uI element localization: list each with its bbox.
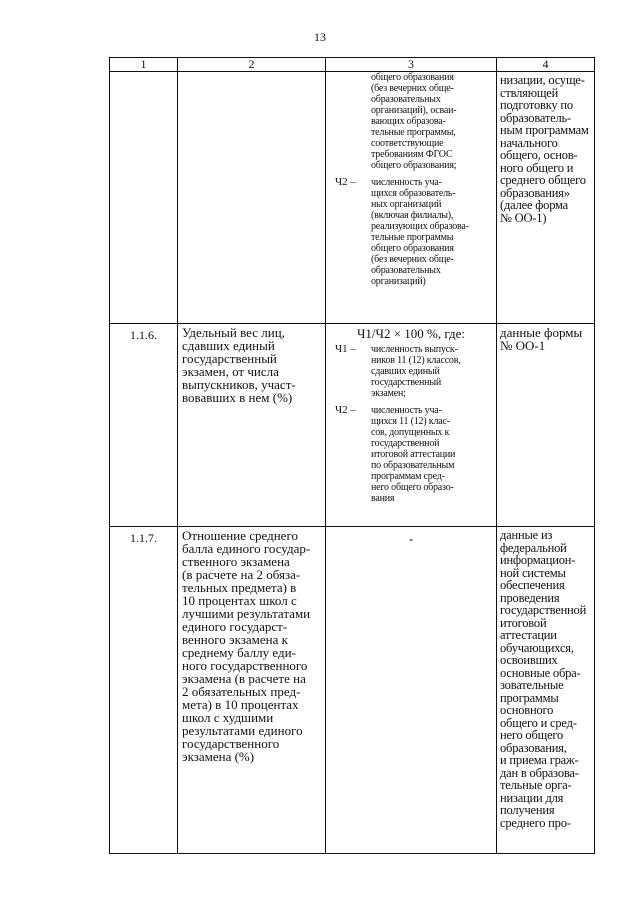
text-line: экзамен, от числа bbox=[182, 364, 279, 379]
text-line: государственной bbox=[500, 603, 587, 617]
text-line: образовательных bbox=[371, 94, 441, 105]
text-line: сдавших единый bbox=[182, 338, 275, 353]
text-line: мета) в 10 процентах bbox=[182, 697, 299, 712]
text-line: тельные программы, bbox=[371, 127, 456, 138]
text-line: численность уча- bbox=[371, 405, 442, 416]
text-line: по образовательным bbox=[371, 460, 455, 471]
text-line: низации для bbox=[500, 790, 564, 805]
row-number-cell bbox=[110, 72, 178, 324]
text-line: 2 обязательных пред- bbox=[182, 684, 301, 699]
text-line: федеральной bbox=[500, 540, 567, 555]
text-line: государственный bbox=[182, 351, 277, 366]
text-line: дан в образова- bbox=[500, 765, 579, 780]
text-line: образователь- bbox=[500, 110, 571, 125]
text-line: щихся 11 (12) клас- bbox=[371, 416, 450, 427]
page-number: 13 bbox=[314, 30, 326, 44]
text-line: общего образования; bbox=[371, 160, 457, 171]
text-line: щихся образователь- bbox=[371, 188, 456, 199]
text-line: освоивших bbox=[500, 653, 558, 667]
header-cell-3: 3 bbox=[326, 58, 497, 72]
text-line: вовавших в нем (%) bbox=[182, 390, 293, 405]
text-line: среднего общего bbox=[500, 173, 586, 187]
indicator-name bbox=[178, 324, 326, 527]
text-line: государственного bbox=[182, 736, 280, 751]
text-line: Отношение среднего bbox=[182, 528, 298, 543]
text-line: экзамен; bbox=[371, 388, 406, 399]
text-line: результатами единого bbox=[182, 723, 303, 738]
text-line: аттестации bbox=[500, 628, 557, 642]
text-line: школ с худшими bbox=[182, 710, 274, 725]
text-line: 10 процентах школ с bbox=[182, 593, 297, 608]
text-line: экзамена (в расчете на bbox=[182, 671, 306, 686]
text-line: Удельный вес лиц, bbox=[182, 325, 285, 340]
text-line: сов, допущенных к bbox=[371, 427, 450, 438]
formula: Ч1/Ч2 × 100 %, где: bbox=[356, 326, 466, 341]
text-line: среднего про- bbox=[500, 815, 571, 830]
text-line: тельные орга- bbox=[500, 778, 572, 792]
text-line: основные обра- bbox=[500, 665, 581, 680]
text-line: вающих образова- bbox=[371, 116, 446, 127]
text-line: зовательные bbox=[500, 678, 564, 692]
source-cell bbox=[497, 324, 595, 527]
indicator-name-cell bbox=[178, 72, 326, 324]
text-line: программам сред- bbox=[371, 471, 445, 482]
text-line: балла единого государ- bbox=[182, 541, 311, 556]
calculation-cell bbox=[326, 72, 497, 324]
text-line: образования, bbox=[500, 740, 567, 755]
row-number: 1.1.6. bbox=[110, 324, 178, 527]
text-line: вания bbox=[371, 493, 395, 504]
text-line: проведения bbox=[500, 590, 560, 605]
text-line: тельных предмета) в bbox=[182, 580, 297, 595]
text-line: информацион- bbox=[500, 553, 576, 567]
text-line: венного экзамена к bbox=[182, 632, 288, 647]
definition-text bbox=[371, 177, 493, 287]
text-line: государственный bbox=[371, 377, 441, 388]
table-row bbox=[110, 72, 595, 324]
definition-label: Ч2 – bbox=[335, 176, 356, 188]
text-line: государственной bbox=[371, 438, 440, 449]
text-line: требованиям ФГОС bbox=[371, 149, 453, 160]
text-line: общего образования bbox=[371, 72, 454, 83]
text-line: получения bbox=[500, 803, 555, 817]
text-line: ного государственного bbox=[182, 658, 308, 673]
text-line: (включая филиалы), bbox=[371, 210, 454, 221]
text-line: (без вечерних обще- bbox=[371, 83, 454, 94]
header-row bbox=[110, 58, 595, 72]
text-line: данные из bbox=[500, 528, 553, 542]
text-line: и приема граж- bbox=[500, 753, 579, 767]
header-cell-4: 4 bbox=[497, 58, 595, 72]
source-cell bbox=[497, 527, 595, 854]
table-row bbox=[110, 324, 595, 527]
text-line: ной системы bbox=[500, 565, 566, 580]
text-line: среднему баллу еди- bbox=[182, 645, 296, 660]
text-line: данные формы bbox=[500, 325, 583, 340]
text-line: начального bbox=[500, 135, 558, 150]
definition-ch2 bbox=[329, 177, 493, 287]
indicator-name bbox=[178, 527, 326, 854]
text-line: низации, осуще- bbox=[500, 73, 585, 87]
calculation-continuation bbox=[329, 72, 493, 171]
text-line: общего образования bbox=[371, 243, 454, 254]
text-line: него общего образо- bbox=[371, 482, 454, 493]
text-line: тельные программы bbox=[371, 232, 454, 243]
indicators-table bbox=[109, 57, 595, 854]
text-line: (далее форма bbox=[500, 198, 569, 212]
text-line: ным программам bbox=[500, 123, 589, 137]
text-line: подготовку по bbox=[500, 98, 573, 112]
text-line: программы bbox=[500, 690, 559, 705]
text-line: организаций), осваи- bbox=[371, 105, 457, 116]
header-cell-1: 1 bbox=[110, 58, 178, 72]
row-number: 1.1.7. bbox=[110, 527, 178, 854]
calculation-cell bbox=[326, 527, 497, 854]
text-line: него общего bbox=[500, 728, 564, 742]
text-line: ников 11 (12) классов, bbox=[371, 355, 461, 366]
text-line: соответствующие bbox=[371, 138, 444, 149]
text-line: выпускников, участ- bbox=[182, 377, 296, 392]
text-line: численность уча- bbox=[371, 177, 442, 188]
text-line: экзамена (%) bbox=[182, 749, 255, 764]
text-line: ных организаций bbox=[371, 199, 442, 210]
definition-text bbox=[371, 405, 493, 504]
text-line: (в расчете на 2 обяза- bbox=[182, 567, 301, 582]
definition-ch1 bbox=[329, 344, 493, 399]
definition-ch2 bbox=[329, 405, 493, 504]
text-line: итоговой аттестации bbox=[371, 449, 456, 460]
text-line: сдавших единый bbox=[371, 366, 440, 377]
text-line: (без вечерних обще- bbox=[371, 254, 454, 265]
text-line: численность выпуск- bbox=[371, 344, 458, 355]
text-line: обеспечения bbox=[500, 578, 565, 592]
text-line: единого государст- bbox=[182, 619, 288, 634]
text-line: лучшими результатами bbox=[182, 606, 311, 621]
text-line: ствляющей bbox=[500, 85, 559, 100]
definition-label: Ч2 – bbox=[335, 404, 356, 416]
table-row bbox=[110, 527, 595, 854]
text-line: общего и сред- bbox=[500, 715, 577, 730]
calculation-dash: - bbox=[408, 531, 414, 546]
calculation-cell bbox=[326, 324, 497, 527]
text-line: обучающихся, bbox=[500, 640, 574, 655]
definition-label: Ч1 – bbox=[335, 343, 356, 355]
source-cell bbox=[497, 72, 595, 324]
text-line: образовательных bbox=[371, 265, 441, 276]
text-line: образования» bbox=[500, 185, 570, 200]
text-line: организаций) bbox=[371, 276, 426, 287]
text-line: общего, основ- bbox=[500, 148, 578, 162]
header-cell-2: 2 bbox=[178, 58, 326, 72]
text-line: ного общего и bbox=[500, 160, 574, 175]
text-line: итоговой bbox=[500, 615, 547, 630]
definition-text bbox=[371, 344, 493, 399]
text-line: ственного экзамена bbox=[182, 554, 290, 569]
text-line: № ОО-1 bbox=[500, 338, 546, 353]
text-line: реализующих образова- bbox=[371, 221, 469, 232]
text-line: основного bbox=[500, 703, 554, 717]
text-line: № ОО-1) bbox=[500, 210, 547, 225]
